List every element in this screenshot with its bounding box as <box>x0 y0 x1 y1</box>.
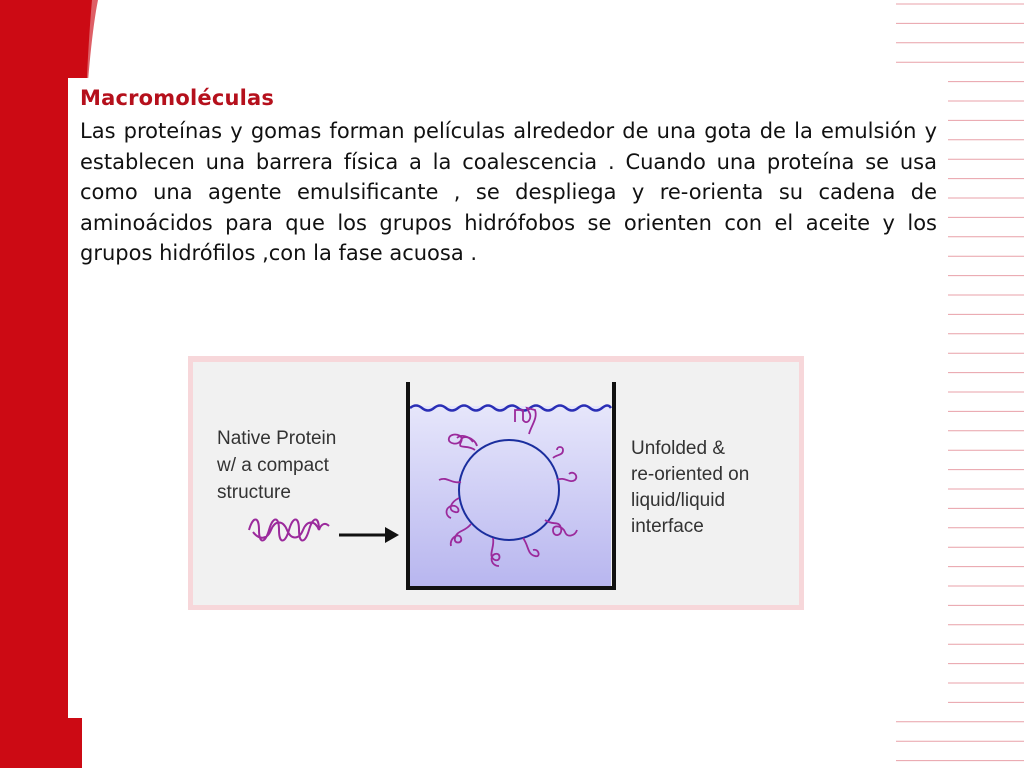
slide-heading: Macromoléculas <box>80 86 275 110</box>
native-protein-label <box>216 428 342 503</box>
unfolded-label-line-4: interface <box>631 516 704 537</box>
native-label-line-1: Native Protein <box>217 428 337 449</box>
unfolded-label-line-3: liquid/liquid <box>631 490 726 511</box>
compact-protein-coil <box>249 520 329 541</box>
native-label-line-2: w/ a compact <box>217 455 329 476</box>
native-label-line-3: structure <box>217 482 291 503</box>
unfolded-protein-label <box>631 438 755 537</box>
unfolded-label-line-1: Unfolded & <box>631 438 726 459</box>
figure-panel <box>193 362 799 605</box>
protein-figure <box>188 356 804 610</box>
liquid <box>410 406 611 586</box>
figure-illustration <box>193 362 799 605</box>
arrow-head-icon <box>385 527 399 543</box>
unfolded-label-line-2: re-oriented on <box>631 464 750 485</box>
slide-body-text: Las proteínas y gomas forman películas alrededor de una gota de la emulsión y establecen una barrera física a la coalescencia . Cuando una proteína se usa como una agente emulsificante , se despliega y re-orienta su cadena de aminoácidos para que los grupos hidrófobos se orienten con el aceite y los grupos hidrófilos ,con la fase acuosa . <box>80 119 937 265</box>
